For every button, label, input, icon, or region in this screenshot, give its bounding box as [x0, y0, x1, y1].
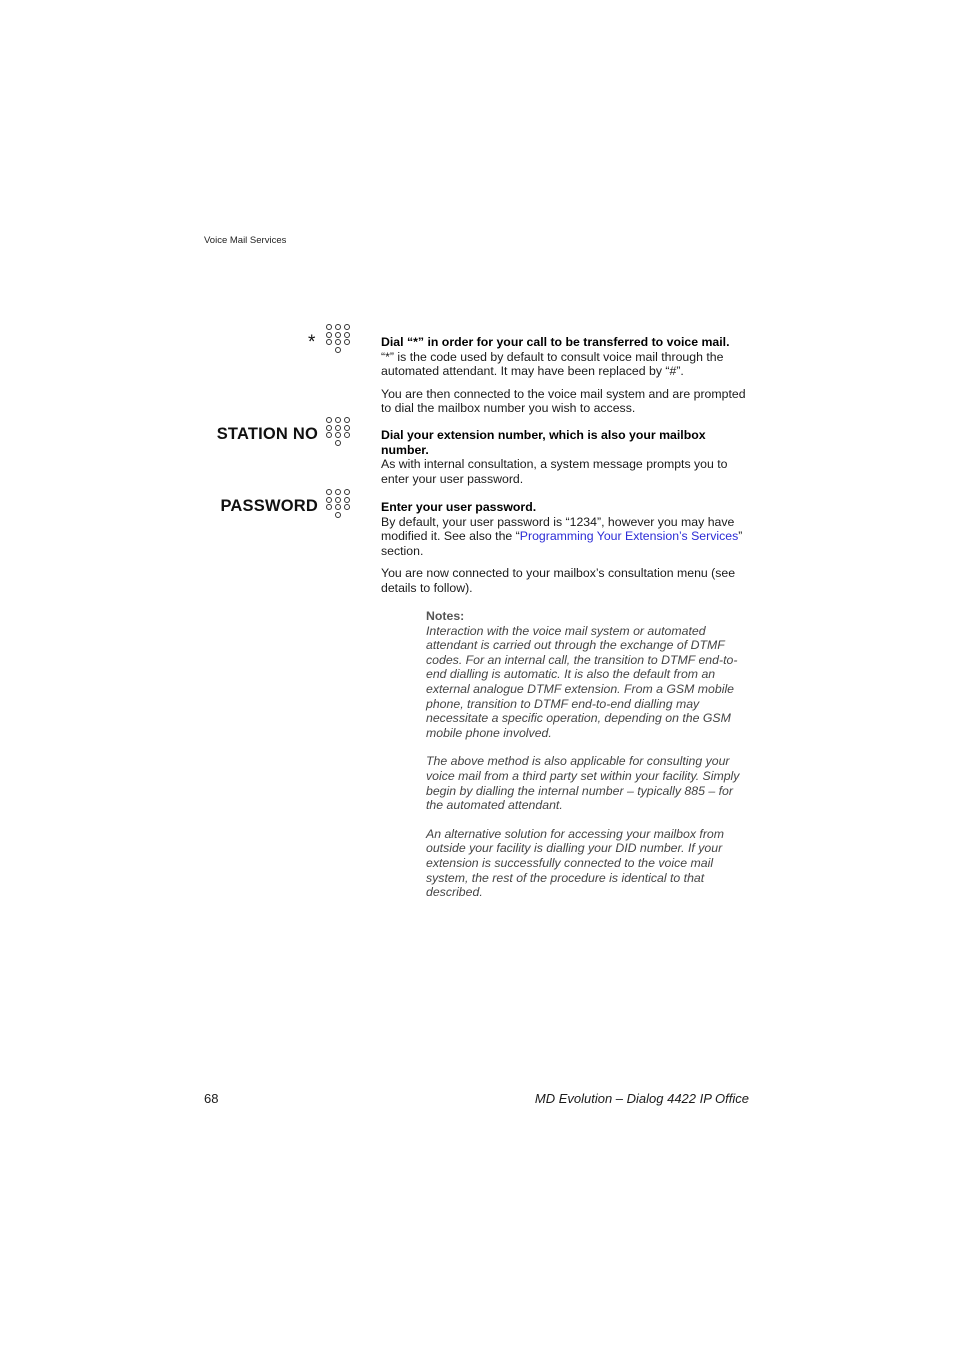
- step-password-heading: Enter your user password.: [381, 500, 537, 514]
- password-label: PASSWORD: [220, 497, 318, 515]
- step-password-body2: You are now connected to your mailbox’s consultation menu (see details to follow).: [381, 566, 736, 595]
- programming-services-link[interactable]: Programming Your Extension’s Services: [519, 529, 739, 544]
- notes-paragraph: The above method is also applicable for consulting your voice mail from a third party set within your facility. Simply begin by dialling the internal number – typically 885 – for the automated attendant.: [426, 754, 740, 813]
- step-station-heading: Dial your extension number, which is also your mailbox number.: [381, 428, 706, 457]
- step-star-text: [381, 335, 749, 416]
- step-password-text: [381, 500, 749, 596]
- notes-block: [426, 609, 751, 900]
- step-station-body: As with internal consultation, a system message prompts you to enter your user password.: [381, 457, 728, 486]
- station-no-label: STATION NO: [216, 425, 318, 443]
- running-header: Voice Mail Services: [204, 235, 287, 246]
- notes-paragraph: An alternative solution for accessing your mailbox from outside your facility is dialling your DID number. If your extension is successfully connected to the voice mail system, the rest of the procedure is identical to that described.: [426, 826, 724, 900]
- star-key-symbol: *: [308, 332, 316, 353]
- keypad-icon: [326, 489, 351, 518]
- step-star-body2: You are then connected to the voice mail system and are prompted to dial the mailbox number you wish to access.: [381, 386, 746, 416]
- page-number: 68: [204, 1091, 219, 1106]
- keypad-icon: [326, 324, 351, 353]
- notes-paragraph: Interaction with the voice mail system or automated attendant is carried out through the exchange of DTMF codes. For an internal call, the transition to DTMF end-to-end dialling is automatic. It is also the default from an external analogue DTMF extension. From a GSM mobile phone, transition to DTMF end-to-end dialling may necessitate a specific operation, depending on the GSM mobile phone involved.: [426, 623, 738, 740]
- step-station-text: [381, 428, 749, 486]
- document-title: MD Evolution – Dialog 4422 IP Office: [534, 1091, 749, 1106]
- step-star-body: “*” is the code used by default to consult voice mail through the automated attendant. It may have been replaced by “#”.: [381, 349, 724, 379]
- step-star-heading: Dial “*” in order for your call to be transferred to voice mail.: [381, 335, 730, 349]
- keypad-icon: [326, 417, 351, 446]
- step-password-body: By default, your user password is “1234”, however you may have modified it. See also the “Programming Your Extension’s Services” section.: [381, 514, 743, 558]
- notes-title: Notes:: [426, 609, 465, 623]
